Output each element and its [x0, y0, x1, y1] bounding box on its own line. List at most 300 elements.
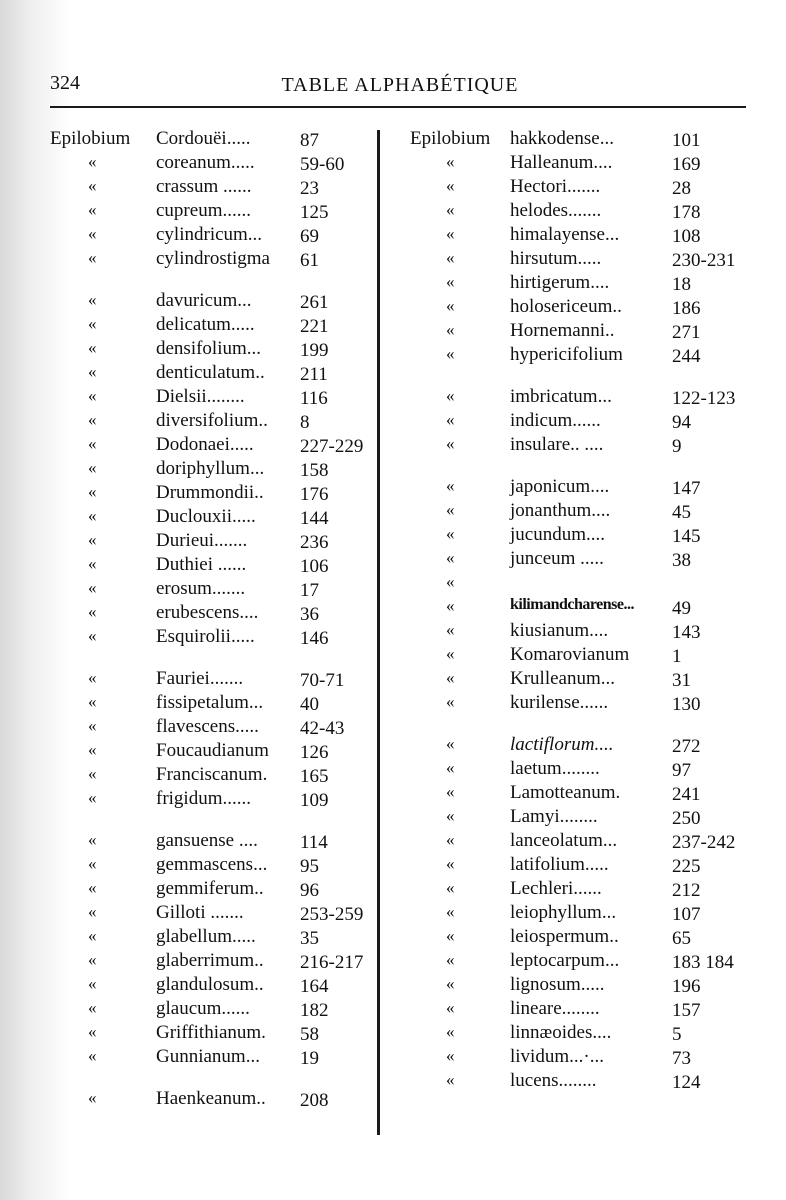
index-entry: [410, 998, 760, 1022]
letter-group-gap: [50, 1070, 375, 1088]
page-reference: 106: [300, 556, 329, 577]
page-reference: 125: [300, 202, 329, 223]
page-reference: 143: [672, 622, 701, 643]
index-entry: [410, 644, 760, 668]
species-name: Dodonaei.....: [156, 434, 254, 455]
index-entry: [410, 1070, 760, 1094]
page-reference: 59-60: [300, 154, 345, 175]
page-reference: 169: [672, 154, 701, 175]
ditto-mark: «: [446, 152, 455, 171]
page-reference: 96: [300, 880, 319, 901]
ditto-mark: «: [88, 1088, 97, 1107]
page-reference: 216-217: [300, 952, 364, 973]
species-name: helodes.......: [510, 200, 602, 221]
ditto-mark: «: [446, 500, 455, 519]
species-name: glaberrimum..: [156, 950, 264, 971]
left-index-column: [50, 128, 375, 1112]
page-reference: 227-229: [300, 436, 364, 457]
index-entry: [410, 386, 760, 410]
index-entry: [50, 1022, 375, 1046]
page-reference: 178: [672, 202, 701, 223]
index-entry: [50, 434, 375, 458]
index-entry: [410, 596, 760, 620]
species-name: lignosum.....: [510, 974, 605, 995]
ditto-mark: «: [88, 458, 97, 477]
ditto-mark: «: [88, 200, 97, 219]
page-reference: 183 184: [672, 952, 734, 973]
ditto-mark: «: [446, 344, 455, 363]
index-entry: [50, 692, 375, 716]
ditto-mark: «: [88, 248, 97, 267]
index-entry: [410, 128, 760, 152]
species-name: erosum.......: [156, 578, 246, 599]
page-reference: 23: [300, 178, 319, 199]
page-reference: 130: [672, 694, 701, 715]
index-entry: [50, 338, 375, 362]
index-entry: [410, 572, 760, 596]
index-entry: [50, 224, 375, 248]
species-name: hypericifolium: [510, 344, 623, 365]
index-entry: [50, 248, 375, 272]
ditto-mark: «: [88, 902, 97, 921]
index-entry: [410, 152, 760, 176]
ditto-mark: «: [88, 506, 97, 525]
ditto-mark: «: [446, 476, 455, 495]
index-entry: [410, 410, 760, 434]
page-reference: 147: [672, 478, 701, 499]
index-entry: [50, 764, 375, 788]
species-name: cylindricum...: [156, 224, 263, 245]
species-name: glabellum.....: [156, 926, 256, 947]
letter-group-gap: [50, 650, 375, 668]
index-entry: [50, 578, 375, 602]
index-entry: [50, 314, 375, 338]
page-reference: 36: [300, 604, 319, 625]
page-reference: 253-259: [300, 904, 364, 925]
ditto-mark: «: [88, 974, 97, 993]
species-name: gemmascens...: [156, 854, 268, 875]
ditto-mark: «: [88, 224, 97, 243]
index-entry: [50, 410, 375, 434]
index-entry: [410, 926, 760, 950]
species-name: leiospermum..: [510, 926, 619, 947]
index-entry: [50, 128, 375, 152]
page-reference: 31: [672, 670, 691, 691]
ditto-mark: «: [88, 434, 97, 453]
page-reference: 18: [672, 274, 691, 295]
species-name: imbricatum...: [510, 386, 612, 407]
page-reference: 38: [672, 550, 691, 571]
species-name: insulare.. ....: [510, 434, 604, 455]
species-name: crassum ......: [156, 176, 252, 197]
species-name: Lechleri......: [510, 878, 602, 899]
ditto-mark: «: [88, 176, 97, 195]
page-reference: 1: [672, 646, 682, 667]
species-name: Fauriei.......: [156, 668, 244, 689]
page-reference: 107: [672, 904, 701, 925]
page-reference: 73: [672, 1048, 691, 1069]
ditto-mark: «: [88, 740, 97, 759]
index-entry: [410, 692, 760, 716]
index-entry: [410, 524, 760, 548]
page-reference: 244: [672, 346, 701, 367]
ditto-mark: «: [88, 668, 97, 687]
species-name: densifolium...: [156, 338, 262, 359]
species-name: kilimandcharense...: [510, 596, 634, 613]
species-name: Krulleanum...: [510, 668, 616, 689]
ditto-mark: «: [446, 830, 455, 849]
species-name: lucens........: [510, 1070, 597, 1091]
ditto-mark: «: [88, 998, 97, 1017]
page-reference: 196: [672, 976, 701, 997]
index-entry: [50, 386, 375, 410]
letter-group-gap: [50, 272, 375, 290]
page-reference: 250: [672, 808, 701, 829]
ditto-mark: «: [88, 950, 97, 969]
ditto-mark: «: [88, 530, 97, 549]
index-entry: [410, 902, 760, 926]
page-reference: 108: [672, 226, 701, 247]
species-name: delicatum.....: [156, 314, 255, 335]
species-name: gansuense ....: [156, 830, 258, 851]
running-head-title: TABLE ALPHABÉTIQUE: [281, 74, 519, 96]
index-entry: [50, 1088, 375, 1112]
ditto-mark: «: [88, 386, 97, 405]
index-entry: [410, 782, 760, 806]
index-entry: [410, 734, 760, 758]
page-reference: 5: [672, 1024, 682, 1045]
species-name: Cordouëi.....: [156, 128, 251, 149]
ditto-mark: «: [446, 668, 455, 687]
page-reference: 94: [672, 412, 691, 433]
index-entry: [410, 500, 760, 524]
ditto-mark: «: [446, 644, 455, 663]
ditto-mark: «: [88, 878, 97, 897]
index-entry: [410, 668, 760, 692]
species-name: cylindrostigma: [156, 248, 270, 269]
ditto-mark: «: [446, 320, 455, 339]
index-entry: [410, 758, 760, 782]
species-name: lividum...·...: [510, 1046, 604, 1067]
species-name: Komarovianum: [510, 644, 630, 665]
species-name: flavescens.....: [156, 716, 259, 737]
ditto-mark: «: [446, 926, 455, 945]
species-name: Hornemanni..: [510, 320, 615, 341]
species-name: kiusianum....: [510, 620, 609, 641]
page-reference: 122-123: [672, 388, 736, 409]
page-reference: 272: [672, 736, 701, 757]
ditto-mark: «: [88, 578, 97, 597]
species-name: leiophyllum...: [510, 902, 617, 923]
index-entry: [50, 1046, 375, 1070]
species-name: japonicum....: [510, 476, 610, 497]
species-name: doriphyllum...: [156, 458, 265, 479]
page-reference: 9: [672, 436, 682, 457]
page-reference: 87: [300, 130, 319, 151]
index-entry: [410, 176, 760, 200]
index-entry: [50, 788, 375, 812]
ditto-mark: «: [446, 734, 455, 753]
species-name: Esquirolii.....: [156, 626, 255, 647]
page-reference: 145: [672, 526, 701, 547]
species-name: frigidum......: [156, 788, 251, 809]
species-name: Durieui.......: [156, 530, 248, 551]
page-reference: 158: [300, 460, 329, 481]
page-reference: 58: [300, 1024, 319, 1045]
ditto-mark: «: [88, 362, 97, 381]
ditto-mark: «: [88, 854, 97, 873]
ditto-mark: «: [446, 200, 455, 219]
ditto-mark: «: [88, 314, 97, 333]
ditto-mark: «: [88, 338, 97, 357]
page-reference: 208: [300, 1090, 329, 1111]
page-reference: 101: [672, 130, 701, 151]
letter-group-gap: [410, 458, 760, 476]
index-entry: [50, 668, 375, 692]
ditto-mark: «: [446, 950, 455, 969]
column-divider: [377, 130, 380, 1135]
index-entry: [50, 716, 375, 740]
species-name: Griffithianum.: [156, 1022, 266, 1043]
ditto-mark: «: [446, 572, 455, 591]
page-reference: 199: [300, 340, 329, 361]
page-reference: 157: [672, 1000, 701, 1021]
ditto-mark: «: [446, 758, 455, 777]
species-name: laetum........: [510, 758, 600, 779]
ditto-mark: «: [446, 434, 455, 453]
genus-name: Epilobium: [410, 128, 491, 149]
species-name: coreanum.....: [156, 152, 255, 173]
index-entry: [410, 476, 760, 500]
index-entry: [50, 854, 375, 878]
page-reference: 186: [672, 298, 701, 319]
page-reference: 144: [300, 508, 329, 529]
page-reference: 211: [300, 364, 328, 385]
species-name: Halleanum....: [510, 152, 613, 173]
index-entry: [50, 152, 375, 176]
page-reference: 42-43: [300, 718, 345, 739]
page-reference: 8: [300, 412, 310, 433]
page-reference: 225: [672, 856, 701, 877]
page-reference: 212: [672, 880, 701, 901]
ditto-mark: «: [446, 1022, 455, 1041]
page-reference: 95: [300, 856, 319, 877]
page-reference: 182: [300, 1000, 329, 1021]
index-entry: [410, 1046, 760, 1070]
species-name: denticulatum..: [156, 362, 265, 383]
ditto-mark: «: [88, 626, 97, 645]
species-name: fissipetalum...: [156, 692, 264, 713]
page-reference: 176: [300, 484, 329, 505]
ditto-mark: «: [446, 1070, 455, 1089]
species-name: jonanthum....: [510, 500, 611, 521]
page-reference: 45: [672, 502, 691, 523]
ditto-mark: «: [446, 386, 455, 405]
species-name: erubescens....: [156, 602, 259, 623]
index-entry: [50, 530, 375, 554]
ditto-mark: «: [88, 692, 97, 711]
species-name: cupreum......: [156, 200, 251, 221]
page-reference: 17: [300, 580, 319, 601]
index-entry: [50, 176, 375, 200]
page-reference: 221: [300, 316, 329, 337]
index-entry: [410, 806, 760, 830]
index-entry: [410, 248, 760, 272]
index-entry: [50, 506, 375, 530]
page-reference: 97: [672, 760, 691, 781]
index-entry: [50, 290, 375, 314]
index-entry: [410, 878, 760, 902]
species-name: hirsutum.....: [510, 248, 602, 269]
index-entry: [410, 320, 760, 344]
index-entry: [410, 620, 760, 644]
species-name: Gunnianum...: [156, 1046, 260, 1067]
index-entry: [410, 224, 760, 248]
species-name: leptocarpum...: [510, 950, 620, 971]
ditto-mark: «: [446, 596, 455, 615]
index-entry: [50, 740, 375, 764]
ditto-mark: «: [88, 152, 97, 171]
ditto-mark: «: [88, 788, 97, 807]
species-name: davuricum...: [156, 290, 252, 311]
index-entry: [410, 434, 760, 458]
species-name: gemmiferum..: [156, 878, 264, 899]
ditto-mark: «: [446, 548, 455, 567]
index-entry: [50, 626, 375, 650]
index-entry: [50, 950, 375, 974]
species-name: himalayense...: [510, 224, 620, 245]
page-reference: 35: [300, 928, 319, 949]
ditto-mark: «: [88, 602, 97, 621]
index-entry: [50, 200, 375, 224]
ditto-mark: «: [88, 554, 97, 573]
index-entry: [410, 296, 760, 320]
letter-group-gap: [50, 812, 375, 830]
species-name: Hectori.......: [510, 176, 601, 197]
index-entry: [50, 878, 375, 902]
species-name: indicum......: [510, 410, 601, 431]
index-entry: [50, 362, 375, 386]
species-name: glaucum......: [156, 998, 250, 1019]
ditto-mark: «: [446, 854, 455, 873]
page-reference: 28: [672, 178, 691, 199]
page-reference: 61: [300, 250, 319, 271]
species-name: hakkodense...: [510, 128, 614, 149]
ditto-mark: «: [446, 620, 455, 639]
ditto-mark: «: [88, 926, 97, 945]
ditto-mark: «: [446, 272, 455, 291]
header-rule: [50, 106, 746, 108]
index-entry: [410, 950, 760, 974]
species-name: holosericeum..: [510, 296, 622, 317]
index-entry: [410, 854, 760, 878]
ditto-mark: «: [446, 296, 455, 315]
species-name: linnæoides....: [510, 1022, 612, 1043]
species-name: Duclouxii.....: [156, 506, 256, 527]
ditto-mark: «: [446, 524, 455, 543]
species-name: Lamotteanum.: [510, 782, 621, 803]
page-reference: 126: [300, 742, 329, 763]
species-name: Gilloti .......: [156, 902, 244, 923]
page-reference: 116: [300, 388, 328, 409]
species-name: lineare........: [510, 998, 600, 1019]
species-name: Franciscanum.: [156, 764, 268, 785]
species-name: jucundum....: [510, 524, 605, 545]
page-reference: 19: [300, 1048, 319, 1069]
species-name: Haenkeanum..: [156, 1088, 266, 1109]
page-reference: 109: [300, 790, 329, 811]
page-reference: 70-71: [300, 670, 345, 691]
ditto-mark: «: [88, 410, 97, 429]
index-entry: [50, 458, 375, 482]
index-entry: [410, 974, 760, 998]
index-entry: [50, 926, 375, 950]
page-reference: 230-231: [672, 250, 736, 271]
page-reference: 164: [300, 976, 329, 997]
index-entry: [410, 1022, 760, 1046]
index-entry: [410, 272, 760, 296]
page-reference: 146: [300, 628, 329, 649]
species-name: glandulosum..: [156, 974, 264, 995]
ditto-mark: «: [446, 998, 455, 1017]
species-name: lanceolatum...: [510, 830, 618, 851]
page-reference: 124: [672, 1072, 701, 1093]
page-reference: 261: [300, 292, 329, 313]
index-entry: [410, 548, 760, 572]
index-entry: [50, 830, 375, 854]
ditto-mark: «: [446, 248, 455, 267]
ditto-mark: «: [88, 764, 97, 783]
index-entry: [410, 200, 760, 224]
index-entry: [50, 974, 375, 998]
index-entry: [50, 602, 375, 626]
letter-group-gap: [410, 368, 760, 386]
letter-group-gap: [410, 716, 760, 734]
species-name: diversifolium..: [156, 410, 268, 431]
ditto-mark: «: [88, 830, 97, 849]
ditto-mark: «: [446, 878, 455, 897]
page-reference: 165: [300, 766, 329, 787]
ditto-mark: «: [446, 176, 455, 195]
genus-name: Epilobium: [50, 128, 131, 149]
page-reference: 40: [300, 694, 319, 715]
species-name: Drummondii..: [156, 482, 264, 503]
ditto-mark: «: [88, 716, 97, 735]
index-entry: [410, 830, 760, 854]
ditto-mark: «: [446, 974, 455, 993]
page-reference: 271: [672, 322, 701, 343]
species-name: junceum .....: [510, 548, 604, 569]
species-name: kurilense......: [510, 692, 609, 713]
ditto-mark: «: [446, 410, 455, 429]
ditto-mark: «: [446, 224, 455, 243]
species-name: Dielsii........: [156, 386, 245, 407]
species-name: latifolium.....: [510, 854, 609, 875]
index-entry: [50, 998, 375, 1022]
index-entry: [50, 902, 375, 926]
ditto-mark: «: [88, 1046, 97, 1065]
species-name: lactiflorum....: [510, 734, 614, 755]
page-reference: 237-242: [672, 832, 736, 853]
ditto-mark: «: [88, 482, 97, 501]
ditto-mark: «: [88, 290, 97, 309]
page-reference: 69: [300, 226, 319, 247]
species-name: Foucaudianum: [156, 740, 269, 761]
ditto-mark: «: [88, 1022, 97, 1041]
right-index-column: [410, 128, 760, 1094]
page-reference: 114: [300, 832, 328, 853]
index-entry: [50, 554, 375, 578]
